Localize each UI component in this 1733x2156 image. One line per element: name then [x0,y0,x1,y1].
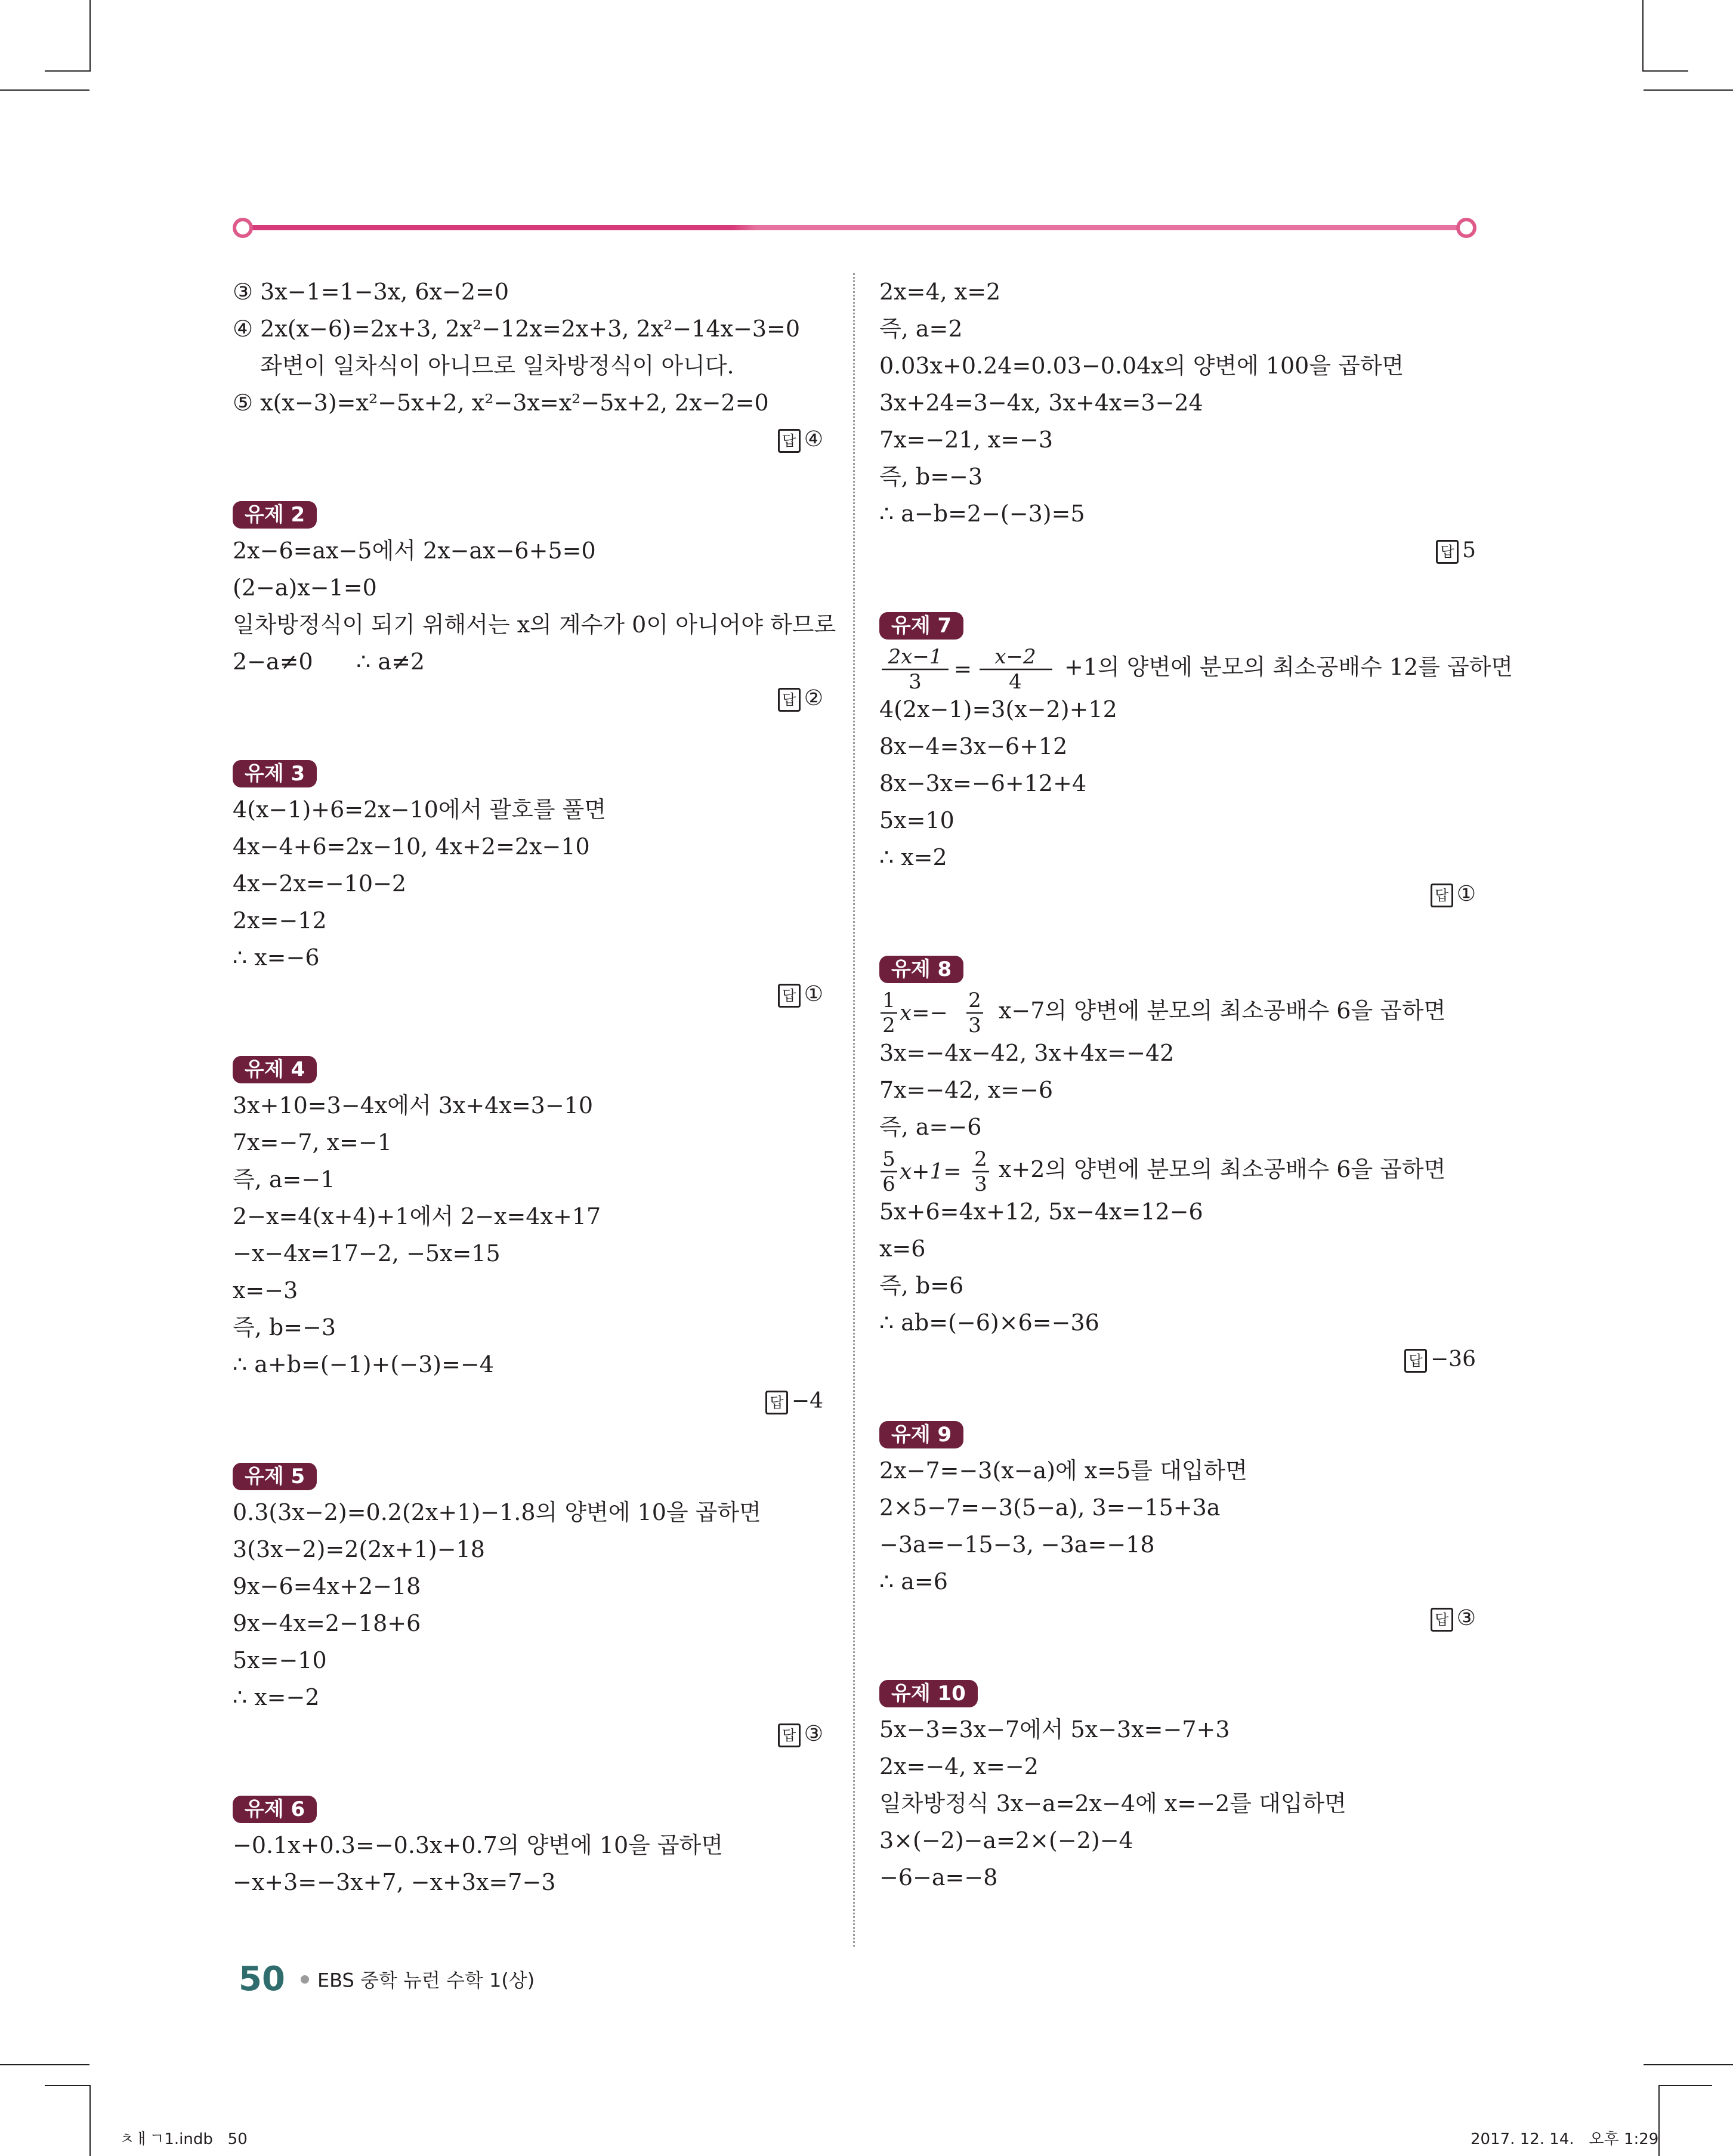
problem-q2 [233,495,836,717]
solution-line: x=−3 [233,1277,298,1304]
spacer [233,717,829,754]
fraction-numerator: 1 [882,989,895,1012]
answer-row [233,1716,829,1753]
header-rule-dot-left [233,218,253,238]
solution-line: 7x=−7, x=−1 [233,1129,392,1156]
solution-line: −x−4x=17−2, −5x=15 [233,1240,501,1267]
problem-q7 [879,606,1513,913]
bullet-icon [301,1975,309,1984]
answer-row [233,680,829,717]
answer-row [233,421,829,458]
solution-line: 2x=4, x=2 [879,279,1001,305]
fraction-denominator: 3 [974,1172,987,1196]
problem-q3 [233,754,829,1013]
solution-line: ∴ x=−2 [233,1684,320,1710]
crop-mark [0,2064,89,2065]
spacer [233,458,829,495]
crop-mark [1642,70,1688,72]
fraction-numerator: 2x−1 [888,645,943,669]
problem-q4 [233,1050,829,1420]
answer-icon: 답 [778,429,801,453]
page-number: 50 [239,1960,285,1999]
solution-line: 8x−4=3x−6+12 [879,733,1068,759]
fraction-denominator: 3 [968,1013,981,1037]
answer-icon: 답 [778,984,801,1008]
problem-label: 유제 7 [879,612,963,640]
problem-label: 유제 2 [233,501,317,529]
answer-value: −4 [791,1389,823,1413]
fraction-expression [879,1148,999,1196]
spacer [879,569,1482,606]
solution-line: ∴ ab=(−6)×6=−36 [879,1309,1099,1336]
spacer [233,1753,829,1790]
problem-label: 유제 9 [879,1421,963,1448]
solution-line: 3x=−4x−42, 3x+4x=−42 [879,1040,1175,1066]
answer-icon: 답 [765,1391,788,1414]
problem-q9 [879,1415,1482,1637]
fraction-numerator: 5 [882,1147,895,1171]
problem-q8 [879,950,1482,1378]
crop-mark [1644,89,1733,91]
solution-line: 3(3x−2)=2(2x+1)−18 [233,1536,485,1562]
left-column [233,273,836,1901]
crop-mark [89,0,91,70]
fraction-equation-line [879,643,1513,693]
spacer [879,1637,1482,1674]
answer-value: 5 [1462,538,1476,563]
fraction-numerator: 2 [974,1147,987,1171]
solution-line: −x+3=−3x+7, −x+3x=7−3 [233,1869,556,1895]
solution-line: ∴ a−b=2−(−3)=5 [879,501,1085,527]
spacer [233,1013,829,1050]
answer-row [233,976,829,1013]
answer-value: ① [804,982,823,1006]
crop-mark [45,2085,91,2086]
answer-icon: 답 [1404,1349,1427,1373]
solution-line: 4x−2x=−10−2 [233,870,407,897]
solution-line: ⑤ x(x−3)=x²−5x+2, x²−3x=x²−5x+2, 2x−2=0 [233,390,769,416]
solution-line: 즉, a=2 [879,316,963,342]
solution-line: 4x−4+6=2x−10, 4x+2=2x−10 [233,833,590,860]
solution-line: ∴ a=6 [879,1568,948,1595]
solution-text: x+2의 양변에 분모의 최소공배수 6을 곱하면 [999,1156,1446,1182]
book-title: EBS 중학 뉴런 수학 1(상) [317,1969,535,1992]
solution-text: +1의 양변에 분모의 최소공배수 12를 곱하면 [1064,654,1513,680]
solution-line: 2x−6=ax−5에서 2x−ax−6+5=0 [233,538,596,564]
solution-line: 2×5−7=−3(5−a), 3=−15+3a [879,1494,1221,1521]
column-divider [853,273,855,1947]
solution-line: 9x−6=4x+2−18 [233,1573,421,1599]
solution-line: ∴ a+b=(−1)+(−3)=−4 [233,1351,494,1377]
fraction-numerator: x−2 [994,645,1036,669]
solution-line: 2−a≠0 ∴ a≠2 [233,648,425,675]
right-column [879,273,1513,1896]
answer-icon: 답 [1436,540,1459,564]
problem-label: 유제 4 [233,1056,317,1083]
solution-line: 즉, b=6 [879,1272,964,1299]
solution-line: 4(x−1)+6=2x−10에서 괄호를 풀면 [233,796,607,823]
equation-fragment: x+1= [900,1159,962,1184]
solution-line: 9x−4x=2−18+6 [233,1610,421,1636]
solution-line: 2x=−4, x=−2 [879,1753,1039,1780]
spacer [233,1420,829,1457]
solution-line: 즉, b=−3 [233,1314,336,1340]
answer-row [879,532,1482,569]
solution-line: 5x+6=4x+12, 5x−4x=12−6 [879,1199,1203,1225]
answer-icon: 답 [778,1723,801,1747]
solution-line: 2x=−12 [233,907,327,934]
solution-line: ∴ x=2 [879,844,947,870]
problem-label: 유제 3 [233,760,317,787]
problem-q10 [879,1674,1482,1896]
fraction-denominator: 2 [882,1013,895,1037]
problem-q6 [233,1790,829,1901]
answer-row [879,1341,1482,1378]
solution-line: 즉, a=−6 [879,1114,982,1140]
fraction-denominator: 3 [909,669,922,693]
header-rule-dot-right [1456,218,1476,238]
solution-line: 5x−3=3x−7에서 5x−3x=−7+3 [879,1716,1230,1743]
crop-mark [89,2085,91,2156]
crop-mark [1658,2085,1712,2086]
answer-value: ③ [804,1722,823,1746]
solution-line: 일차방정식이 되기 위해서는 x의 계수가 0이 아니어야 하므로 [233,611,836,638]
solution-line: 5x=10 [879,807,954,833]
answer-value: ④ [804,427,823,452]
fraction-expression [879,989,999,1037]
solution-line: −0.1x+0.3=−0.3x+0.7의 양변에 10을 곱하면 [233,1832,724,1858]
answer-row [879,876,1482,913]
solution-line: 3×(−2)−a=2×(−2)−4 [879,1827,1133,1854]
answer-row [879,1600,1482,1637]
print-slug-file: ㅊㅐㄱ1.indb 50 [119,2130,248,2148]
solution-line: 3x+10=3−4x에서 3x+4x=3−10 [233,1092,594,1119]
fraction-denominator: 4 [1009,669,1022,693]
fraction-denominator: 6 [882,1172,895,1196]
solution-line: 7x=−21, x=−3 [879,427,1054,453]
solution-line: 즉, a=−1 [233,1166,335,1193]
crop-mark [1642,0,1644,70]
fraction-expression [879,645,1064,693]
equals-sign: = [953,657,972,682]
solution-line: 0.03x+0.24=0.03−0.04x의 양변에 100을 곱하면 [879,353,1404,379]
print-slug-date: 2017. 12. 14. 오후 1:29 [1471,2130,1659,2148]
fraction-equation-line [879,1145,1482,1196]
solution-line: 2x−7=−3(x−a)에 x=5를 대입하면 [879,1457,1247,1484]
page-footer [239,1960,535,2001]
solution-line: ③ 3x−1=1−3x, 6x−2=0 [233,279,509,305]
header-rule-line [243,225,1466,230]
solution-line: 0.3(3x−2)=0.2(2x+1)−1.8의 양변에 10을 곱하면 [233,1499,761,1525]
solution-line: 좌변이 일차식이 아니므로 일차방정식이 아니다. [260,353,734,379]
solution-line: (2−a)x−1=0 [233,574,377,601]
answer-icon: 답 [1431,1608,1453,1632]
problem-label: 유제 5 [233,1463,317,1490]
answer-value: −36 [1431,1347,1476,1372]
equation-fragment: x=− [900,1000,948,1026]
spacer [879,1378,1482,1415]
solution-line: ④ 2x(x−6)=2x+3, 2x²−12x=2x+3, 2x²−14x−3=0 [233,316,801,342]
solution-line: 2−x=4(x+4)+1에서 2−x=4x+17 [233,1203,601,1230]
header-rule [233,218,1476,237]
solution-line: 즉, b=−3 [879,464,983,490]
answer-value: ① [1456,882,1476,906]
solution-line: 일차방정식 3x−a=2x−4에 x=−2를 대입하면 [879,1790,1346,1817]
solution-line: 4(2x−1)=3(x−2)+12 [879,696,1117,722]
solution-line: 8x−3x=−6+12+4 [879,770,1087,796]
solution-line: 3x+24=3−4x, 3x+4x=3−24 [879,390,1203,416]
crop-mark [1644,2064,1733,2065]
problem-q5 [233,1457,829,1753]
answer-value: ② [804,686,823,711]
solution-line: 7x=−42, x=−6 [879,1077,1054,1103]
problem-label: 유제 10 [879,1680,978,1707]
solution-line: x=6 [879,1235,926,1262]
answer-row [233,1383,829,1420]
answer-icon: 답 [1431,884,1453,907]
solution-line: −3a=−15−3, −3a=−18 [879,1531,1155,1558]
crop-mark [0,89,89,91]
fraction-equation-line [879,987,1482,1037]
crop-mark [45,70,91,72]
spacer [879,913,1482,950]
solution-text: x−7의 양변에 분모의 최소공배수 6을 곱하면 [999,997,1446,1024]
solution-line: ∴ x=−6 [233,944,320,971]
answer-icon: 답 [778,688,801,712]
problem-label: 유제 8 [879,956,963,983]
solution-line: −6−a=−8 [879,1864,998,1891]
problem-label: 유제 6 [233,1796,317,1823]
fraction-numerator: 2 [968,989,981,1012]
answer-value: ③ [1456,1606,1476,1630]
solution-line: 5x=−10 [233,1647,327,1673]
